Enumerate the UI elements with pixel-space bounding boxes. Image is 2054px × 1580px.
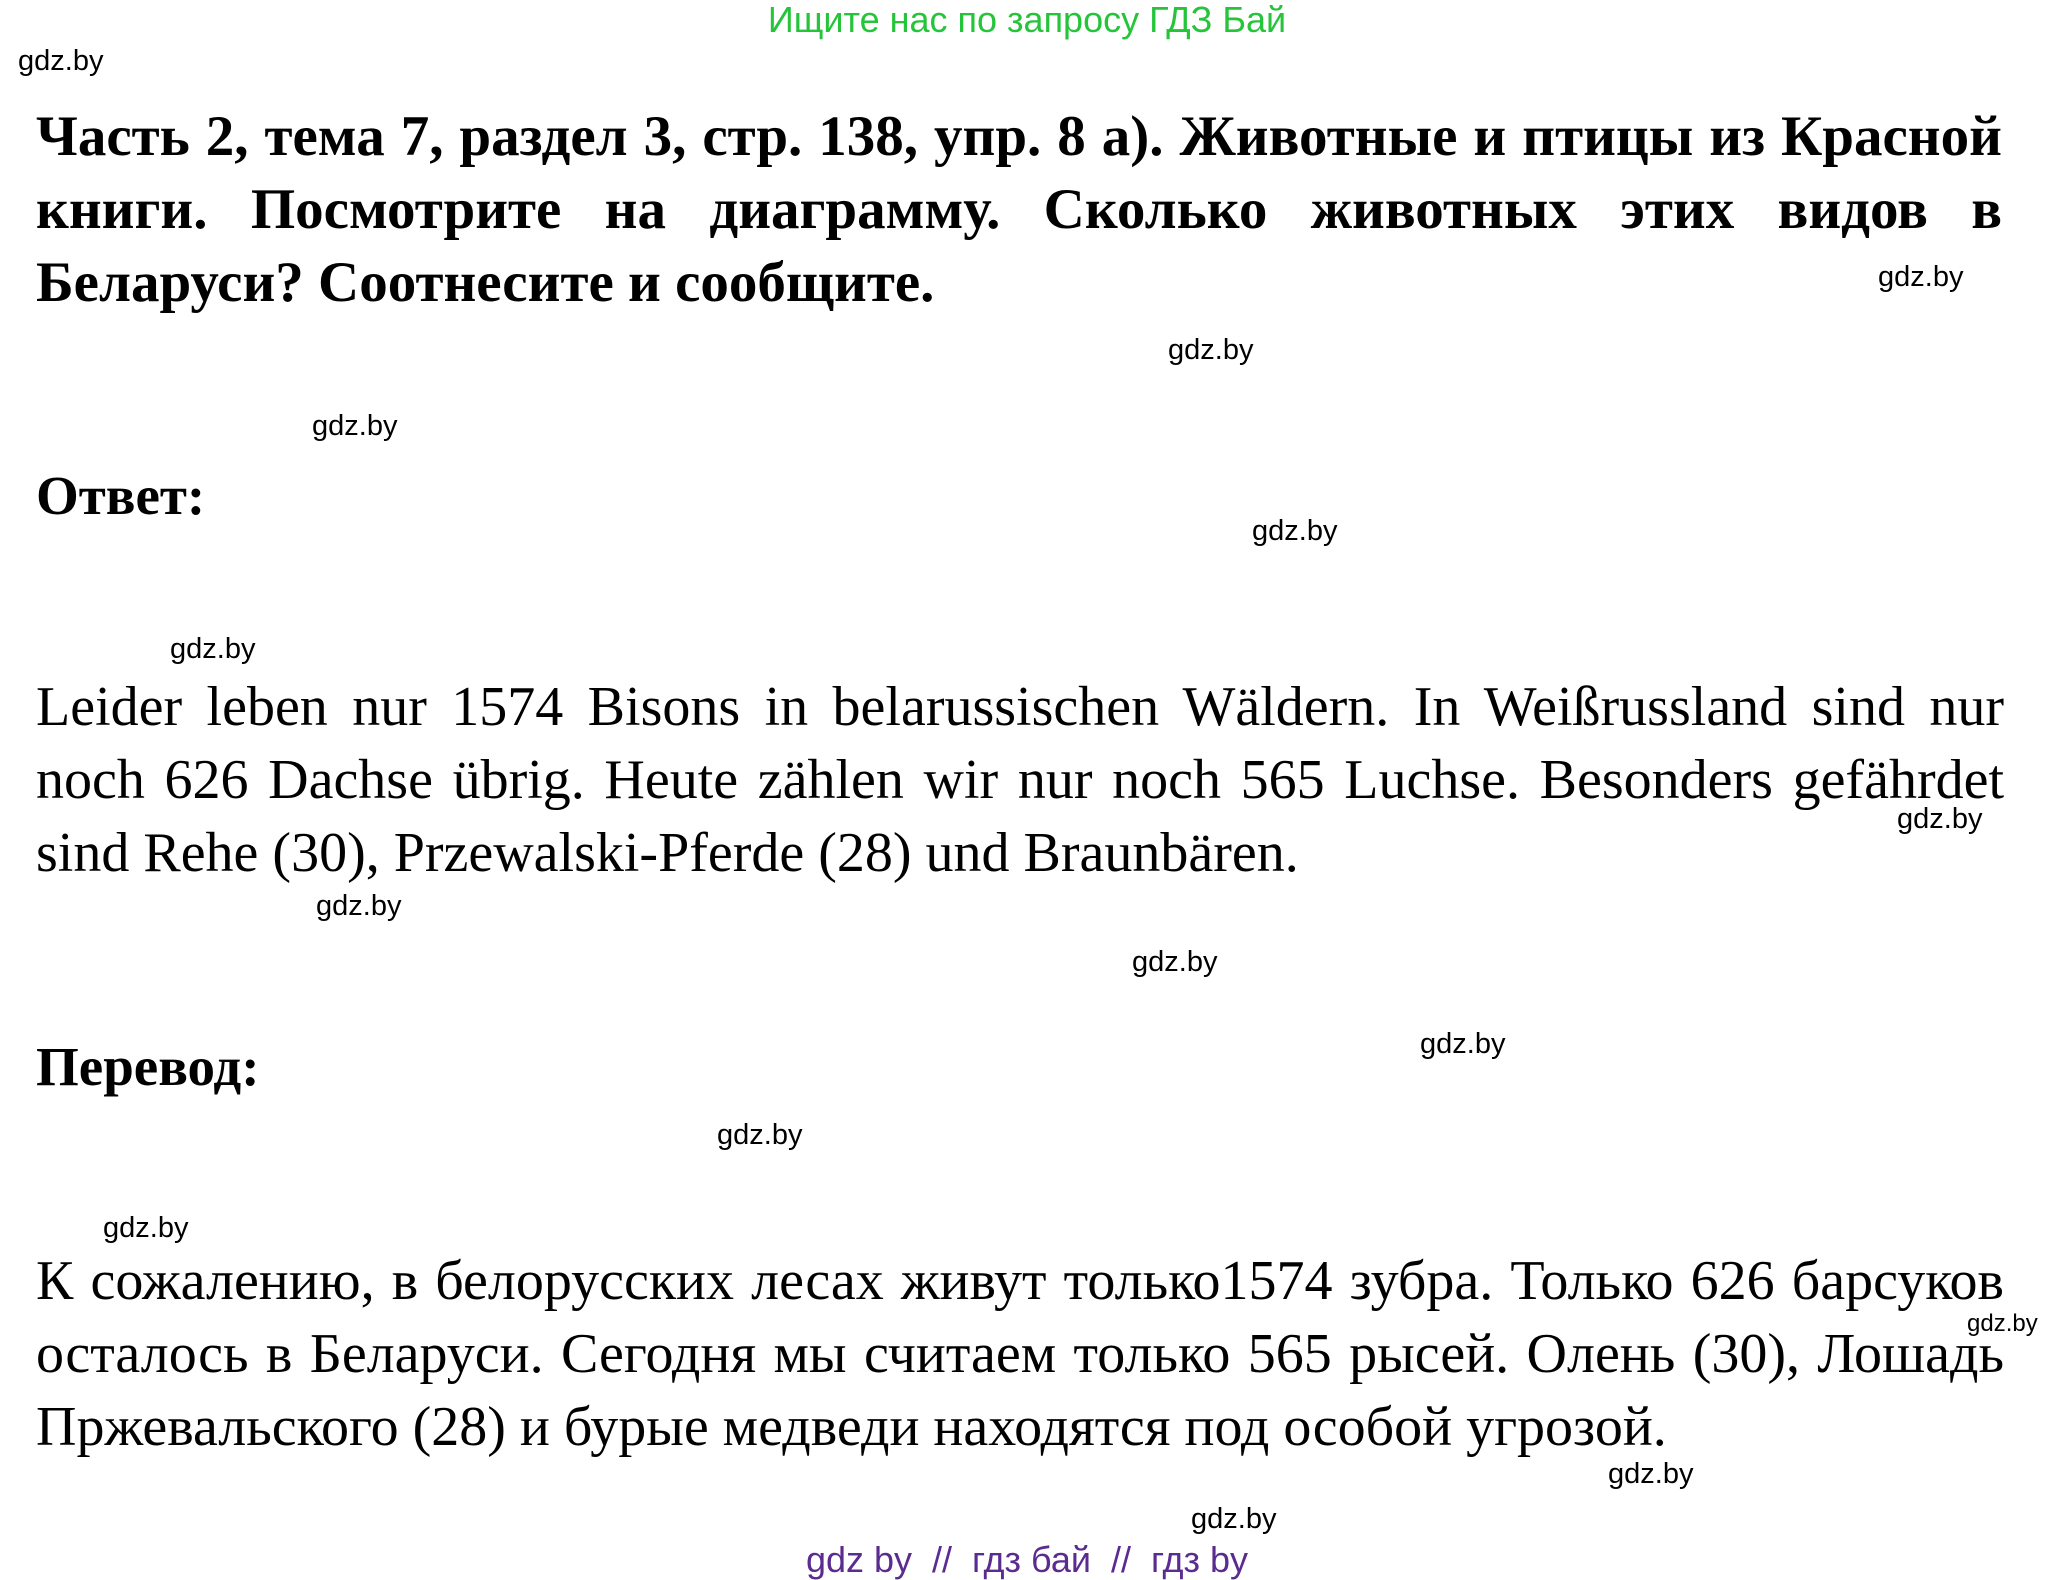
- watermark: gdz.by: [316, 890, 402, 922]
- watermark: gdz.by: [1168, 334, 1254, 366]
- watermark: gdz.by: [1967, 1310, 2038, 1337]
- watermark: gdz.by: [1191, 1503, 1277, 1535]
- watermark: gdz.by: [1420, 1028, 1506, 1060]
- answer-text: Leider leben nur 1574 Bisons in belarussischen Wäldern. In Weißrussland sind nur noch 626 Dachse übrig. Heute zählen wir nur noch 565 Luchse. Besonders gefährdet sind Rehe (30), Przewalski-Pferde (28) und Braunbären.: [36, 676, 2004, 884]
- watermark: gdz.by: [1878, 261, 1964, 293]
- watermark: gdz.by: [312, 410, 398, 442]
- translation-text: К сожалению, в белорусских лесах живут только1574 зубра. Только 626 барсуков осталось в Беларуси. Сегодня мы считаем только 565 рысей. Олень (30), Лошадь Пржевальского (28) и бурые медведи находятся под особой угрозой.: [36, 1250, 2004, 1458]
- watermark: gdz.by: [1897, 803, 1983, 835]
- watermark: gdz.by: [170, 633, 256, 665]
- translation-heading: Перевод:: [36, 1036, 260, 1097]
- search-banner: Ищите нас по запросу ГДЗ Бай: [767, 0, 1287, 40]
- watermark: gdz.by: [717, 1119, 803, 1151]
- watermark: gdz.by: [1608, 1458, 1694, 1490]
- exercise-question: Часть 2, тема 7, раздел 3, стр. 138, упр. 8 а). Животные и птицы из Красной книги. Посмотрите на диаграмму. Сколько животных этих видов в Беларуси? Соотнесите и сообщите.: [36, 105, 2002, 314]
- watermark: gdz.by: [1132, 946, 1218, 978]
- answer-heading: Ответ:: [36, 465, 206, 526]
- watermark: gdz.by: [103, 1212, 189, 1244]
- watermark: gdz.by: [18, 45, 104, 77]
- footer-links: gdz by // гдз бай // гдз by: [805, 1539, 1249, 1580]
- watermark: gdz.by: [1252, 515, 1338, 547]
